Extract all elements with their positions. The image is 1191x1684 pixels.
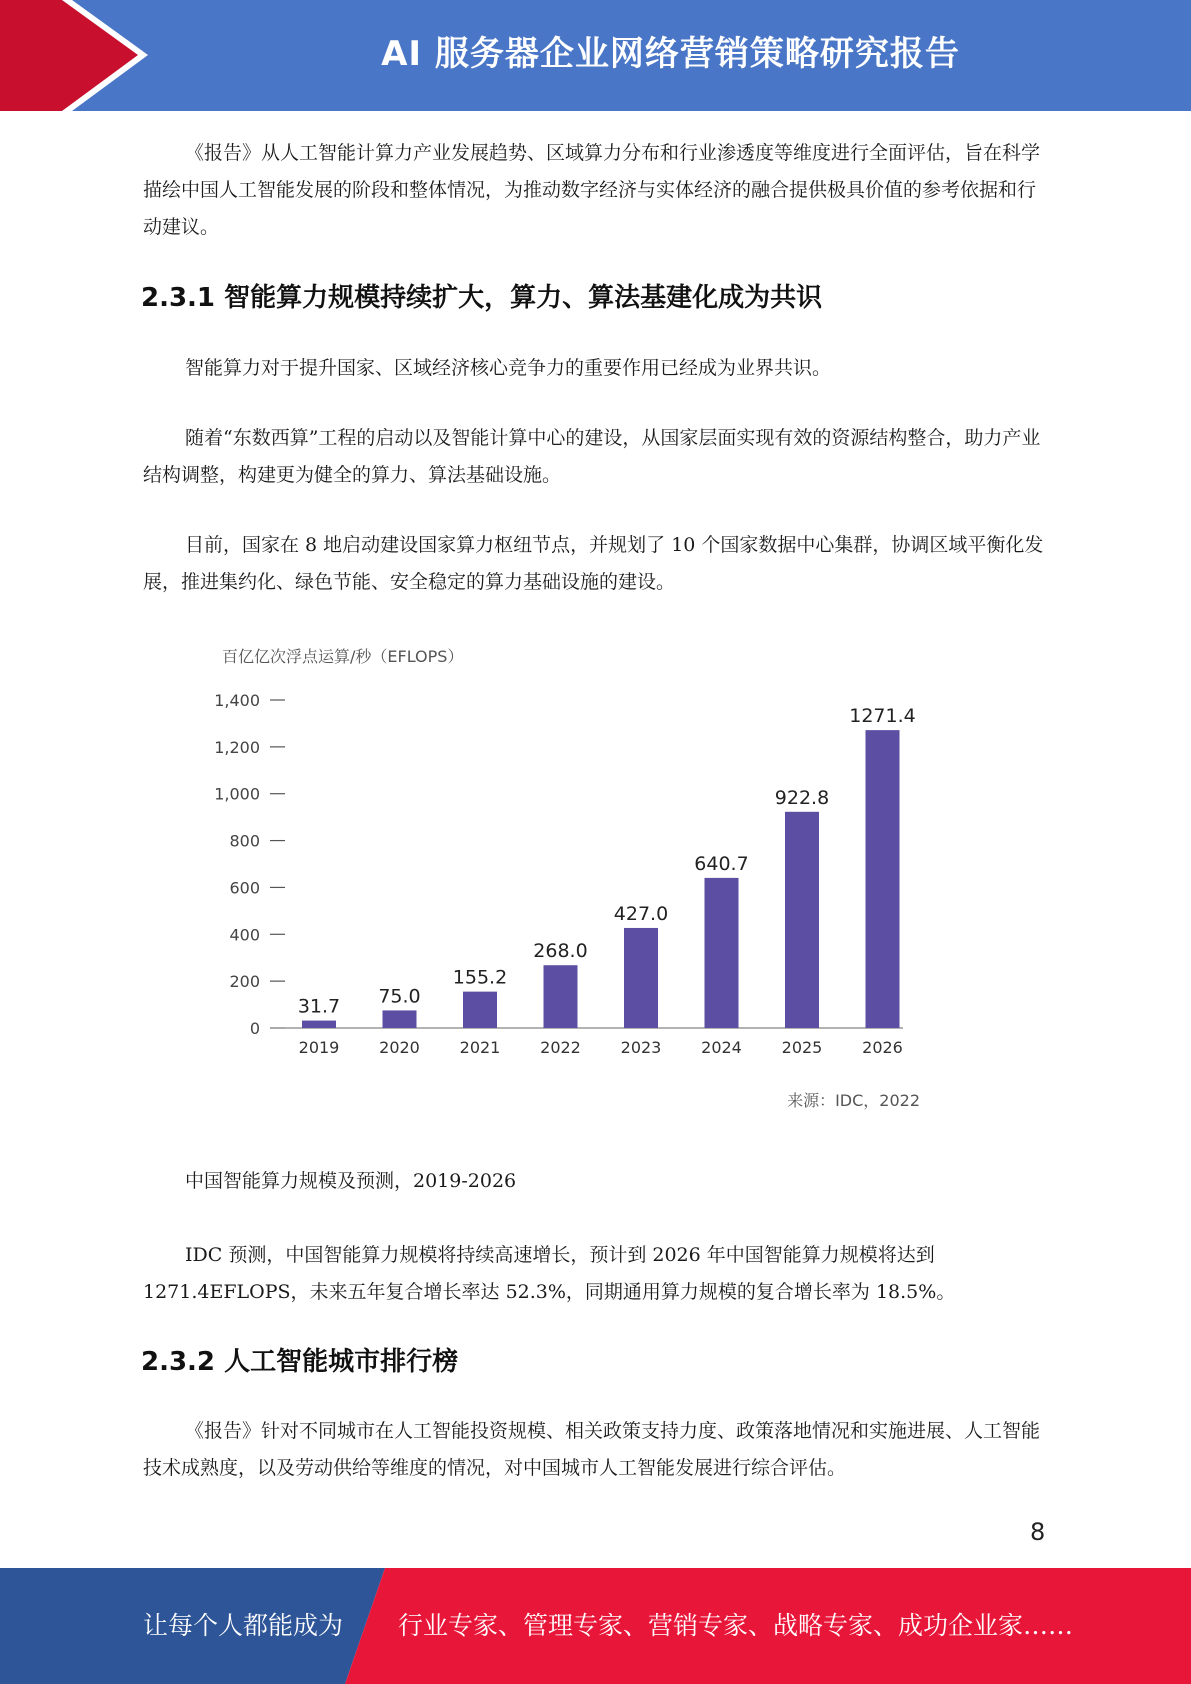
chart-bar: [866, 730, 900, 1028]
chart-data-label: 31.7: [297, 995, 341, 1018]
chart-data-label: 75.0: [378, 985, 421, 1008]
chart-data-label: 922.8: [774, 786, 830, 809]
chart-y-tick-label: 400: [229, 925, 260, 945]
chart-x-tick-label: 2023: [620, 1038, 662, 1057]
section-heading-2-3-1: 2.3.1 智能算力规模持续扩大，算力、算法基建化成为共识: [141, 283, 823, 313]
chart-y-tick-label: 200: [229, 972, 260, 992]
chart-data-label: 155.2: [452, 966, 508, 989]
chart-data-label: 427.0: [613, 902, 669, 925]
chart-x-tick-label: 2020: [379, 1038, 420, 1057]
chart-y-tick-label: 600: [229, 878, 260, 898]
section2-paragraph-1: 《报告》针对不同城市在人工智能投资规模、相关政策支持力度、政策落地情况和实施进展、人工智能技术成熟度，以及劳动供给等维度的情况，对中国城市人工智能发展进行综合评估。: [143, 1420, 1041, 1479]
chart-x-tick-label: 2024: [701, 1038, 742, 1057]
chart-y-axis-label: 百亿亿次浮点运算/秒（EFLOPS）: [222, 647, 464, 666]
chart-y-tick-label: 800: [229, 831, 260, 851]
chart-x-tick-label: 2022: [540, 1038, 581, 1057]
section1-paragraph-1: 智能算力对于提升国家、区域经济核心竞争力的重要作用已经成为业界共识。: [185, 357, 832, 379]
chart-bar: [383, 1010, 417, 1028]
chart-y-tick-label: 1,400: [214, 691, 260, 710]
chart-bar: [463, 992, 497, 1028]
chart-bar: [785, 812, 819, 1028]
chart-caption: 中国智能算力规模及预测，2019-2026: [185, 1170, 517, 1192]
footer-slogan-left: 让每个人都能成为: [143, 1611, 344, 1640]
chart-x-tick-label: 2025: [781, 1038, 823, 1057]
page-footer: [0, 1568, 1191, 1684]
forecast-paragraph: IDC 预测，中国智能算力规模将持续高速增长，预计到 2026 年中国智能算力规模将达到 1271.4EFLOPS，未来五年复合增长率达 52.3%，同期通用算力规模的复合增长率为 18.5%。: [143, 1244, 956, 1303]
chart-data-label: 640.7: [694, 852, 749, 875]
chart-bar: [705, 878, 739, 1028]
chart-bar: [544, 965, 578, 1028]
chart-bar: [624, 928, 658, 1028]
chart-data-label: 1271.4: [849, 705, 916, 728]
chart-y-tick-label: 1,200: [214, 737, 260, 757]
compute-scale-bar-chart: [200, 635, 940, 1115]
page-number: 8: [1030, 1518, 1046, 1546]
chart-x-tick-label: 2019: [298, 1038, 340, 1057]
section1-paragraph-2: 随着“东数西算”工程的启动以及智能计算中心的建设，从国家层面实现有效的资源结构整合，助力产业结构调整，构建更为健全的算力、算法基础设施。: [143, 427, 1041, 486]
chart-x-tick-label: 2021: [459, 1038, 501, 1057]
header-chevron-decoration: [0, 0, 160, 111]
chart-data-label: 268.0: [533, 940, 588, 963]
footer-slogan-right: 行业专家、管理专家、营销专家、战略专家、成功企业家……: [398, 1611, 1074, 1640]
chart-y-tick-label: 1,000: [214, 784, 260, 804]
chart-x-tick-label: 2026: [862, 1038, 903, 1057]
chart-bar: [302, 1021, 336, 1028]
chart-source-note: 来源：IDC，2022: [787, 1091, 920, 1110]
section-heading-2-3-2: 2.3.2 人工智能城市排行榜: [141, 1347, 459, 1377]
intro-paragraph: 《报告》从人工智能计算力产业发展趋势、区域算力分布和行业渗透度等维度进行全面评估，旨在科学描绘中国人工智能发展的阶段和整体情况，为推动数字经济与实体经济的融合提供极具价值的参考依据和行动建议。: [143, 142, 1041, 238]
section1-paragraph-3: 目前，国家在 8 地启动建设国家算力枢纽节点，并规划了 10 个国家数据中心集群，协调区域平衡化发展，推进集约化、绿色节能、安全稳定的算力基础设施的建设。: [143, 534, 1044, 593]
page-header: [0, 0, 1191, 111]
chart-y-tick-label: 0: [249, 1019, 260, 1038]
header-title: AI 服务器企业网络营销策略研究报告: [381, 34, 960, 74]
